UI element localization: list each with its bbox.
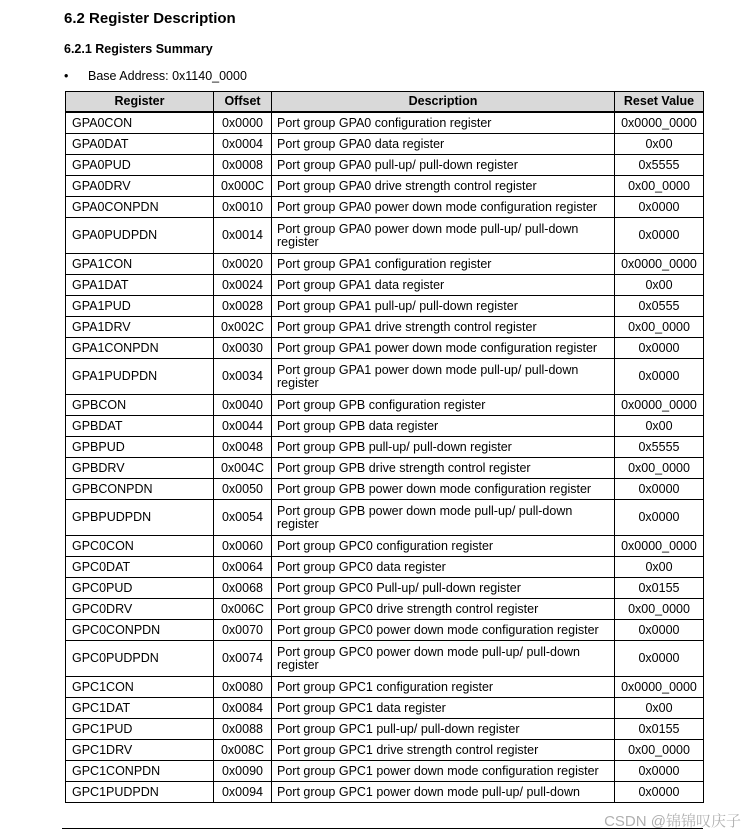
offset-cell: 0x0008 (214, 155, 272, 176)
table-row (66, 782, 704, 803)
reset-value-cell: 0x00_0000 (615, 599, 704, 620)
register-cell: GPA0CON (66, 112, 214, 134)
description-cell: Port group GPA0 power down mode pull-up/ pull-down register (272, 218, 615, 254)
offset-cell: 0x0048 (214, 437, 272, 458)
offset-cell: 0x0050 (214, 479, 272, 500)
offset-cell: 0x0074 (214, 641, 272, 677)
register-cell: GPBPUD (66, 437, 214, 458)
offset-cell: 0x0024 (214, 275, 272, 296)
register-cell: GPC0PUDPDN (66, 641, 214, 677)
offset-cell: 0x000C (214, 176, 272, 197)
table-row (66, 500, 704, 536)
reset-value-cell: 0x00_0000 (615, 176, 704, 197)
register-cell: GPC0DAT (66, 557, 214, 578)
table-row (66, 338, 704, 359)
reset-value-cell: 0x0000 (615, 620, 704, 641)
reset-value-cell: 0x0000_0000 (615, 395, 704, 416)
table-row (66, 578, 704, 599)
register-cell: GPC1PUDPDN (66, 782, 214, 803)
offset-cell: 0x006C (214, 599, 272, 620)
offset-cell: 0x0010 (214, 197, 272, 218)
reset-value-cell: 0x0555 (615, 296, 704, 317)
description-cell: Port group GPC0 power down mode pull-up/ pull-down register (272, 641, 615, 677)
offset-cell: 0x0040 (214, 395, 272, 416)
table-row (66, 395, 704, 416)
register-cell: GPA1PUD (66, 296, 214, 317)
offset-cell: 0x0000 (214, 112, 272, 134)
base-address-bullet (64, 69, 247, 83)
register-cell: GPC1PUD (66, 719, 214, 740)
register-cell: GPA0DRV (66, 176, 214, 197)
register-cell: GPC1DRV (66, 740, 214, 761)
header-offset: Offset (214, 92, 272, 113)
offset-cell: 0x008C (214, 740, 272, 761)
description-cell: Port group GPC1 pull-up/ pull-down register (272, 719, 615, 740)
table-row (66, 641, 704, 677)
reset-value-cell: 0x00_0000 (615, 458, 704, 479)
offset-cell: 0x0068 (214, 578, 272, 599)
register-cell: GPA0DAT (66, 134, 214, 155)
reset-value-cell: 0x0000_0000 (615, 677, 704, 698)
register-cell: GPC1CONPDN (66, 761, 214, 782)
description-cell: Port group GPC0 configuration register (272, 536, 615, 557)
reset-value-cell: 0x0155 (615, 578, 704, 599)
reset-value-cell: 0x00 (615, 557, 704, 578)
table-row (66, 155, 704, 176)
reset-value-cell: 0x0000 (615, 338, 704, 359)
table-row (66, 134, 704, 155)
description-cell: Port group GPA0 configuration register (272, 112, 615, 134)
table-row (66, 677, 704, 698)
description-cell: Port group GPC0 Pull-up/ pull-down register (272, 578, 615, 599)
reset-value-cell: 0x0000_0000 (615, 536, 704, 557)
register-cell: GPC1DAT (66, 698, 214, 719)
watermark: CSDN @锦锦叹庆子 (604, 813, 741, 830)
description-cell: Port group GPC1 configuration register (272, 677, 615, 698)
reset-value-cell: 0x0000 (615, 197, 704, 218)
subsection-heading: 6.2.1 Registers Summary (64, 42, 213, 56)
register-cell: GPA1CONPDN (66, 338, 214, 359)
reset-value-cell: 0x0000_0000 (615, 254, 704, 275)
reset-value-cell: 0x0000 (615, 641, 704, 677)
table-row (66, 536, 704, 557)
register-cell: GPA0PUD (66, 155, 214, 176)
register-cell: GPBCONPDN (66, 479, 214, 500)
table-row (66, 437, 704, 458)
reset-value-cell: 0x0000_0000 (615, 112, 704, 134)
description-cell: Port group GPA0 drive strength control register (272, 176, 615, 197)
table-row (66, 317, 704, 338)
register-cell: GPBCON (66, 395, 214, 416)
description-cell: Port group GPC1 power down mode pull-up/ pull-down (272, 782, 615, 803)
description-cell: Port group GPA1 pull-up/ pull-down register (272, 296, 615, 317)
description-cell: Port group GPB pull-up/ pull-down register (272, 437, 615, 458)
offset-cell: 0x0084 (214, 698, 272, 719)
reset-value-cell: 0x0000 (615, 218, 704, 254)
register-cell: GPA1PUDPDN (66, 359, 214, 395)
reset-value-cell: 0x00 (615, 698, 704, 719)
offset-cell: 0x004C (214, 458, 272, 479)
table-row (66, 761, 704, 782)
header-reset-value: Reset Value (615, 92, 704, 113)
description-cell: Port group GPC1 drive strength control register (272, 740, 615, 761)
offset-cell: 0x0054 (214, 500, 272, 536)
offset-cell: 0x002C (214, 317, 272, 338)
table-row (66, 479, 704, 500)
description-cell: Port group GPB power down mode configuration register (272, 479, 615, 500)
register-cell: GPC0DRV (66, 599, 214, 620)
description-cell: Port group GPA0 power down mode configuration register (272, 197, 615, 218)
offset-cell: 0x0060 (214, 536, 272, 557)
table-row (66, 218, 704, 254)
reset-value-cell: 0x5555 (615, 155, 704, 176)
register-cell: GPA0PUDPDN (66, 218, 214, 254)
reset-value-cell: 0x00 (615, 134, 704, 155)
description-cell: Port group GPC0 drive strength control register (272, 599, 615, 620)
table-row (66, 620, 704, 641)
table-row (66, 112, 704, 134)
description-cell: Port group GPA1 power down mode configuration register (272, 338, 615, 359)
table-row (66, 740, 704, 761)
reset-value-cell: 0x00_0000 (615, 317, 704, 338)
offset-cell: 0x0044 (214, 416, 272, 437)
register-cell: GPA1DRV (66, 317, 214, 338)
register-cell: GPC0CON (66, 536, 214, 557)
offset-cell: 0x0088 (214, 719, 272, 740)
bullet-mark: • (64, 69, 69, 83)
table-row (66, 176, 704, 197)
header-register: Register (66, 92, 214, 113)
offset-cell: 0x0080 (214, 677, 272, 698)
header-description: Description (272, 92, 615, 113)
register-cell: GPA0CONPDN (66, 197, 214, 218)
register-cell: GPBDAT (66, 416, 214, 437)
offset-cell: 0x0064 (214, 557, 272, 578)
register-cell: GPBPUDPDN (66, 500, 214, 536)
description-cell: Port group GPC1 data register (272, 698, 615, 719)
description-cell: Port group GPA0 pull-up/ pull-down register (272, 155, 615, 176)
table-row (66, 599, 704, 620)
register-summary-table (65, 91, 704, 803)
offset-cell: 0x0090 (214, 761, 272, 782)
reset-value-cell: 0x00 (615, 416, 704, 437)
offset-cell: 0x0004 (214, 134, 272, 155)
description-cell: Port group GPB drive strength control register (272, 458, 615, 479)
reset-value-cell: 0x00_0000 (615, 740, 704, 761)
register-cell: GPC0CONPDN (66, 620, 214, 641)
offset-cell: 0x0070 (214, 620, 272, 641)
description-cell: Port group GPA1 drive strength control register (272, 317, 615, 338)
offset-cell: 0x0030 (214, 338, 272, 359)
offset-cell: 0x0094 (214, 782, 272, 803)
description-cell: Port group GPC1 power down mode configuration register (272, 761, 615, 782)
offset-cell: 0x0014 (214, 218, 272, 254)
register-cell: GPC0PUD (66, 578, 214, 599)
register-cell: GPC1CON (66, 677, 214, 698)
reset-value-cell: 0x0000 (615, 479, 704, 500)
reset-value-cell: 0x0000 (615, 782, 704, 803)
offset-cell: 0x0020 (214, 254, 272, 275)
register-cell: GPA1DAT (66, 275, 214, 296)
description-cell: Port group GPC0 data register (272, 557, 615, 578)
section-heading: 6.2 Register Description (64, 10, 236, 27)
description-cell: Port group GPB configuration register (272, 395, 615, 416)
description-cell: Port group GPA1 data register (272, 275, 615, 296)
reset-value-cell: 0x0000 (615, 359, 704, 395)
table-row (66, 458, 704, 479)
table-row (66, 698, 704, 719)
reset-value-cell: 0x00 (615, 275, 704, 296)
reset-value-cell: 0x0000 (615, 761, 704, 782)
register-cell: GPA1CON (66, 254, 214, 275)
table-row (66, 359, 704, 395)
description-cell: Port group GPC0 power down mode configuration register (272, 620, 615, 641)
offset-cell: 0x0034 (214, 359, 272, 395)
register-cell: GPBDRV (66, 458, 214, 479)
description-cell: Port group GPB data register (272, 416, 615, 437)
table-header-row (66, 92, 704, 113)
offset-cell: 0x0028 (214, 296, 272, 317)
table-row (66, 197, 704, 218)
base-address-text: Base Address: 0x1140_0000 (88, 69, 247, 83)
reset-value-cell: 0x0000 (615, 500, 704, 536)
description-cell: Port group GPA1 configuration register (272, 254, 615, 275)
description-cell: Port group GPA1 power down mode pull-up/ pull-down register (272, 359, 615, 395)
description-cell: Port group GPA0 data register (272, 134, 615, 155)
reset-value-cell: 0x0155 (615, 719, 704, 740)
table-row (66, 557, 704, 578)
table-row (66, 254, 704, 275)
reset-value-cell: 0x5555 (615, 437, 704, 458)
table-row (66, 719, 704, 740)
table-row (66, 275, 704, 296)
table-row (66, 296, 704, 317)
table-row (66, 416, 704, 437)
description-cell: Port group GPB power down mode pull-up/ pull-down register (272, 500, 615, 536)
